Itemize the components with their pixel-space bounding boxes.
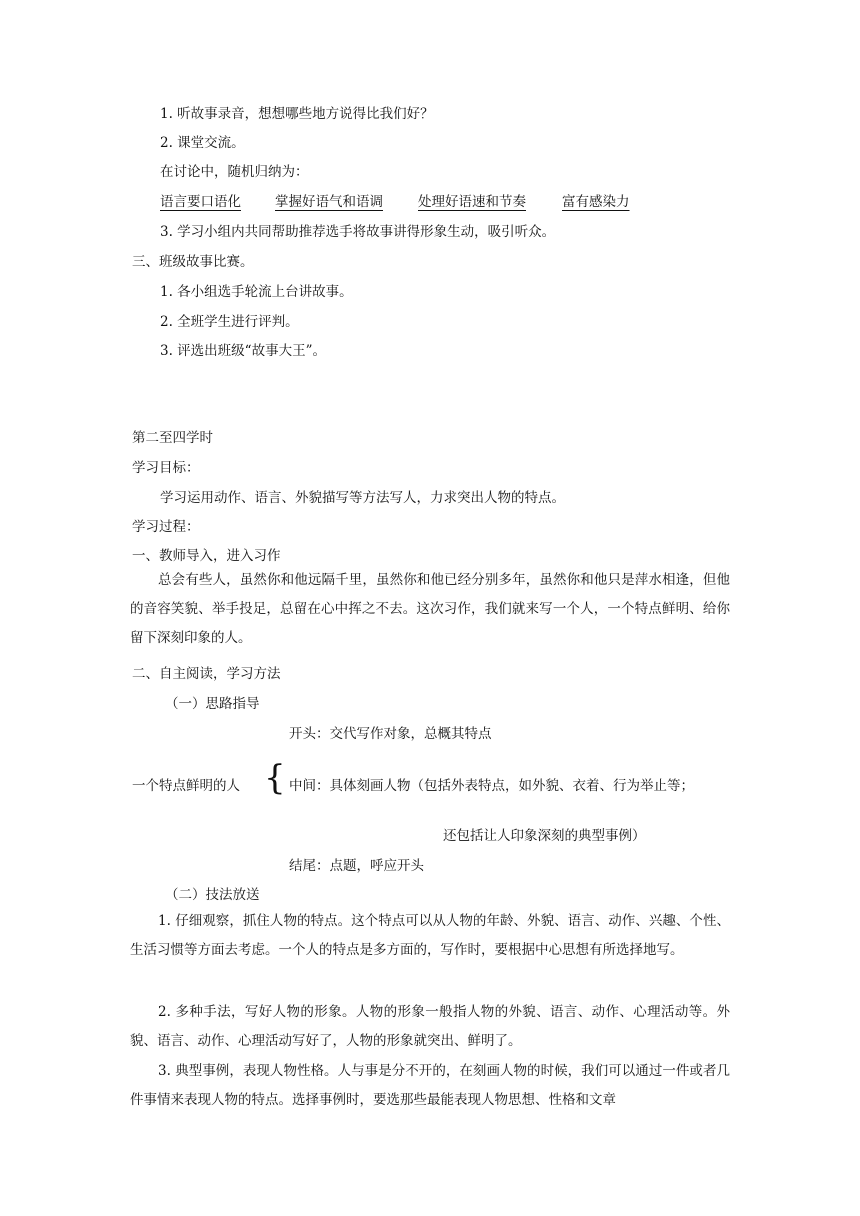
outline-end: 结尾：点题，呼应开头 bbox=[289, 858, 424, 874]
tip-3: 3. 典型事例，表现人物性格。人与事是分不开的，在刻画人物的时候，我们可以通过一件或者几件事情来表现人物的特点。选择事例时，要选那些最能表现人物思想、性格和文章 bbox=[130, 1063, 730, 1108]
section3-item-2: 2. 全班学生进行评判。 bbox=[160, 314, 299, 330]
section3-item-3: 3. 评选出班级“故事大王”。 bbox=[160, 343, 326, 359]
outline-root: 一个特点鲜明的人 bbox=[132, 778, 240, 794]
section3-item-1: 1. 各小组选手轮流上台讲故事。 bbox=[160, 284, 353, 300]
goal-text: 学习运用动作、语言、外貌描写等方法写人，力求突出人物的特点。 bbox=[160, 490, 565, 506]
outline-middle-cont: 还包括让人印象深刻的典型事例） bbox=[443, 828, 646, 844]
summary-item-4: 富有感染力 bbox=[562, 194, 630, 210]
outline-start: 开头：交代写作对象，总概其特点 bbox=[289, 726, 492, 742]
lesson1-item3: 3. 学习小组内共同帮助推荐选手将故事讲得形象生动，吸引听众。 bbox=[160, 224, 556, 240]
summary-item-3: 处理好语速和节奏 bbox=[418, 194, 526, 210]
subsection1-title: （一）思路指导 bbox=[165, 696, 260, 712]
subsection2-title: （二）技法放送 bbox=[165, 887, 260, 903]
lesson1-item1: 1. 听故事录音，想想哪些地方说得比我们好？ bbox=[160, 106, 434, 122]
outline-brace: { bbox=[264, 758, 286, 798]
process-label: 学习过程： bbox=[132, 519, 200, 535]
section3-title: 三、班级故事比赛。 bbox=[132, 254, 254, 270]
summary-item-1: 语言要口语化 bbox=[160, 194, 241, 210]
lesson1-item2: 2. 课堂交流。 bbox=[160, 135, 245, 151]
section1-paragraph: 总会有些人，虽然你和他远隔千里，虽然你和他已经分别多年，虽然你和他只是萍水相逢，但他的音容笑貌、举手投足，总留在心中挥之不去。这次习作，我们就来写一个人，一个特点鲜明、给你留下深刻印象的人。 bbox=[130, 572, 730, 646]
goal-label: 学习目标： bbox=[132, 460, 200, 476]
summary-item-2: 掌握好语气和语调 bbox=[275, 194, 383, 210]
tip-1: 1. 仔细观察，抓住人物的特点。这个特点可以从人物的年龄、外貌、语言、动作、兴趣、个性、生活习惯等方面去考虑。一个人的特点是多方面的，写作时，要根据中心思想有所选择地写。 bbox=[130, 913, 730, 958]
section2-title: 二、自主阅读，学习方法 bbox=[132, 666, 281, 682]
lesson2-heading: 第二至四学时 bbox=[132, 430, 213, 446]
section1-title: 一、教师导入，进入习作 bbox=[132, 548, 281, 564]
discussion-intro: 在讨论中，随机归纳为： bbox=[160, 164, 309, 180]
outline-middle: 中间：具体刻画人物（包括外表特点，如外貌、衣着、行为举止等； bbox=[289, 778, 694, 794]
tip-2: 2. 多种手法，写好人物的形象。人物的形象一般指人物的外貌、语言、动作、心理活动等。外貌、语言、动作、心理活动写好了，人物的形象就突出、鲜明了。 bbox=[130, 1004, 730, 1049]
